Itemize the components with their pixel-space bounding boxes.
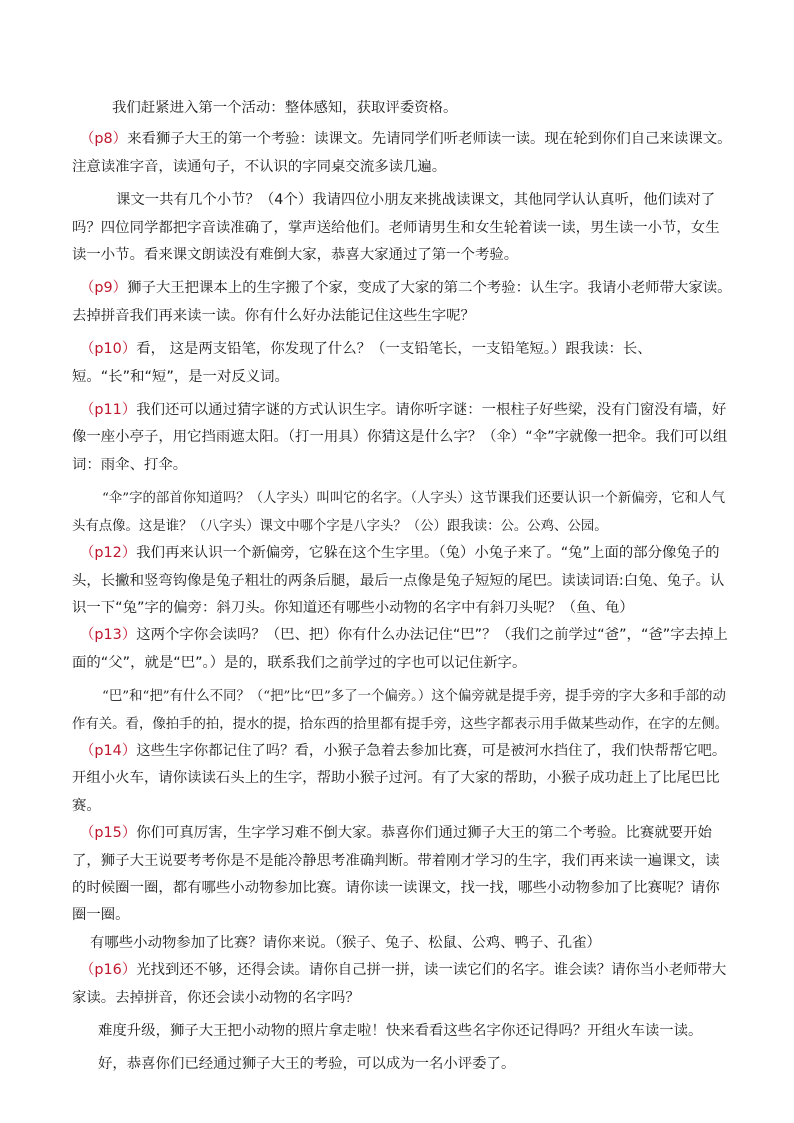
paragraph-2: [72, 126, 732, 181]
paragraph-text: 难度升级，狮子大王把小动物的照片拿走啦！快来看看这些名字你还记得吗？开组火车读一读。: [98, 1023, 703, 1039]
slide-tag: （p15）: [80, 825, 137, 842]
slide-tag: （p12）: [80, 545, 137, 562]
paragraph-9: [72, 622, 732, 677]
paragraph-text: 这些生字你都记住了吗？看，小猴子急着去参加比赛，可是被河水挡住了，我们快帮帮它吧。开组小火车，请你读读石头上的生字，帮助小猴子过河。有了大家的帮助，小猴子成功赶上了比尾巴比赛。: [72, 742, 727, 814]
paragraph-text: 我们赶紧进入第一个活动：整体感知，获取评委资格。: [112, 100, 458, 116]
paragraph-12: [72, 820, 732, 930]
paragraph-text: “巴”和“把”有什么不同？（“把”比“巴”多了一个偏旁。）这个偏旁就是提手旁，提手旁的字大多和手部的动作有关。看，像拍手的拍，提水的提，拾东西的拾里都有提手旁，这些字都表示用手做某些动作，在字的左侧。: [72, 689, 729, 732]
slide-tag: （p10）: [80, 341, 137, 358]
paragraph-text: 狮子大王把课本上的生字搬了个家，变成了大家的第二个考验：认生字。我请小老师带大家读。去掉拼音我们再来读一读。你有什么好办法能记住这些生字呢？: [72, 280, 732, 324]
paragraph-3: [72, 187, 732, 269]
paragraph-13: [72, 930, 732, 957]
paragraph-text: 来看狮子大王的第一个考验：读课文。先请同学们听老师读一读。现在轮到你们自己来读课文。注意读准字音，读通句子，不认识的字同桌交流多读几遍。: [72, 131, 732, 175]
paragraph-text: 有哪些小动物参加了比赛？请你来说。（猴子、兔子、松鼠、公鸡、鸭子、孔雀）: [90, 934, 601, 951]
paragraph-16: [72, 1051, 732, 1078]
slide-tag: （p14）: [80, 742, 137, 759]
paragraph-text: 课文一共有几个小节？（4个）我请四位小朋友来挑战读课文，其他同学认认真听，他们读对了吗？四位同学都把字音读准确了，掌声送给他们。老师请男生和女生轮着读一读，男生读一小节，女生读一小节。看来课文朗读没有难倒大家，恭喜大家通过了第一个考验。: [72, 192, 720, 264]
slide-tag: （p13）: [80, 627, 137, 644]
paragraph-10: [72, 683, 732, 738]
paragraph-8: [72, 540, 732, 622]
slide-tag: （p11）: [80, 402, 137, 419]
slide-tag: （p8）: [80, 131, 128, 148]
document-body: [72, 95, 732, 1079]
paragraph-text: 这两个字你会读吗？（巴、把）你有什么办法记住“巴”？（我们之前学过“爸”，“爸”字去掉上面的“父”，就是“巴”。）是的，联系我们之前学过的字也可以记住新字。: [72, 627, 728, 671]
paragraph-11: [72, 738, 732, 820]
paragraph-7: [72, 485, 732, 540]
paragraph-text: “伞”字的部首你知道吗？（人字头）叫叫它的名字。（人字头）这节课我们还要认识一个新偏旁，它和人气头有点像。这是谁？（八字头）课文中哪个字是八字头？（公）跟我读：公。公鸡、公园。: [72, 491, 725, 534]
paragraph-5: [72, 336, 732, 391]
paragraph-text: 我们还可以通过猜字谜的方式认识生字。请你听字谜：一根柱子好些梁，没有门窗没有墙，好像一座小亭子，用它挡雨遮太阳。（打一用具）你猜这是什么字？（伞）“伞”字就像一把伞。我们可以组词：雨伞、打伞。: [72, 402, 728, 473]
paragraph-14: [72, 957, 732, 1012]
slide-tag: （p9）: [80, 280, 128, 297]
paragraph-text: 我们再来认识一个新偏旁，它躲在这个生字里。（兔）小兔子来了。“兔”上面的部分像兔子的头，长撇和竖弯钩像是兔子粗壮的两条后腿，最后一点像是兔子短短的尾巴。读读词语:白兔、兔子。认识一下“兔”字的偏旁：斜刀头。你知道还有哪些小动物的名字中有斜刀头呢？（鱼、龟）: [72, 545, 725, 616]
paragraph-6: [72, 397, 732, 479]
paragraph-text: 看， 这是两支铅笔，你发现了什么？（一支铅笔长，一支铅笔短。）跟我读：长、短。“长”和“短”，是一对反义词。: [72, 341, 652, 385]
paragraph-4: [72, 275, 732, 330]
slide-tag: （p16）: [80, 962, 137, 979]
paragraph-text: 光找到还不够，还得会读。请你自己拼一拼，读一读它们的名字。谁会读？请你当小老师带大家读。去掉拼音，你还会读小动物的名字吗？: [72, 962, 727, 1006]
paragraph-text: 好，恭喜你们已经通过狮子大王的考验，可以成为一名小评委了。: [98, 1056, 516, 1073]
paragraph-15: [72, 1018, 732, 1045]
paragraph-1: [72, 95, 732, 122]
paragraph-text: 你们可真厉害，生字学习难不倒大家。恭喜你们通过狮子大王的第二个考验。比赛就要开始了，狮子大王说要考考你是不是能冷静思考准确判断。带着刚才学习的生字，我们再来读一遍课文，读的时候圈一圈，都有哪些小动物参加比赛。请你读一读课文，找一找，哪些小动物参加了比赛呢？请你圈一圈。: [72, 825, 720, 924]
